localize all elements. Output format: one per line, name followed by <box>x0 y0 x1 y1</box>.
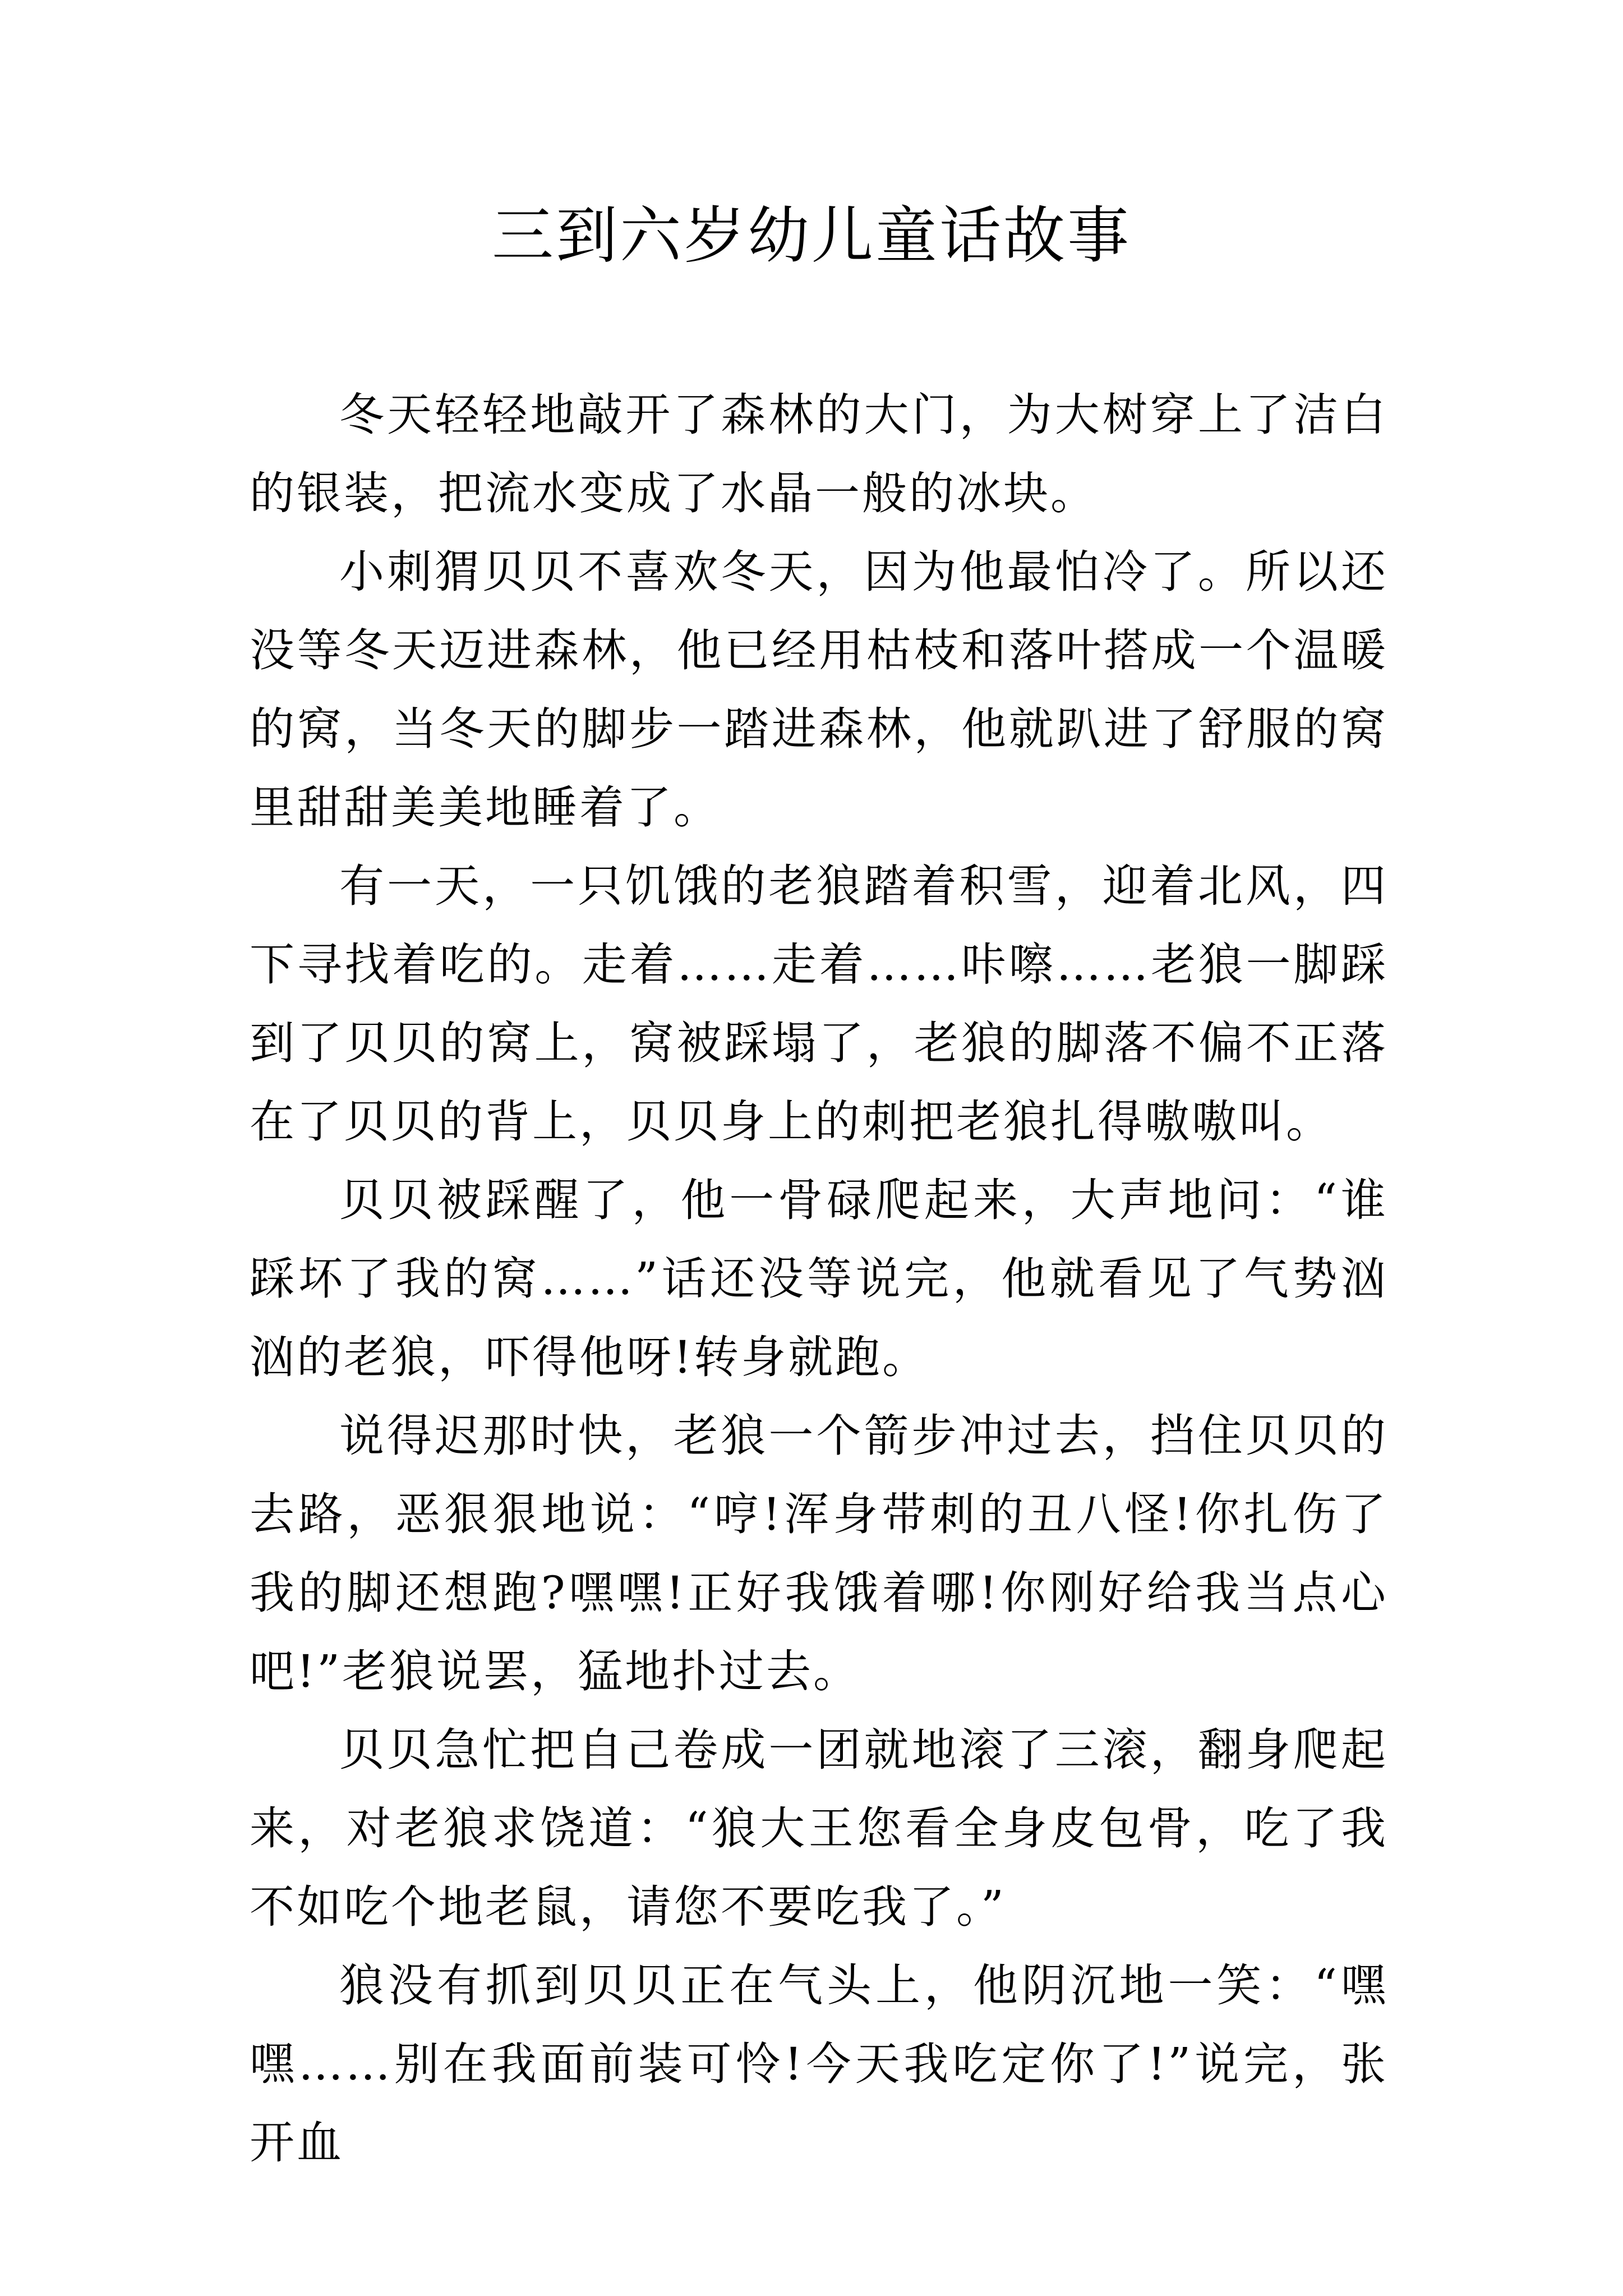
document-title: 三到六岁幼儿童话故事 <box>492 200 1131 272</box>
paragraph: 冬天轻轻地敲开了森林的大门，为大树穿上了洁白的银装，把流水变成了水晶一般的冰块。 <box>250 389 1388 519</box>
paragraph: 狼没有抓到贝贝正在气头上，他阴沉地一笑：“嘿嘿……别在我面前装可怜!今天我吃定你了!”说完，张开血 <box>250 1959 1388 2169</box>
paragraph: 有一天，一只饥饿的老狼踏着积雪，迎着北风，四下寻找着吃的。走着……走着……咔嚓……老狼一脚踩到了贝贝的窝上，窝被踩塌了，老狼的脚落不偏不正落在了贝贝的背上，贝贝身上的刺把老狼扎得嗷嗷叫。 <box>250 860 1388 1148</box>
paragraph: 贝贝被踩醒了，他一骨碌爬起来，大声地问：“谁踩坏了我的窝……”话还没等说完，他就看见了气势汹汹的老狼，吓得他呀!转身就跑。 <box>250 1174 1388 1383</box>
paragraph: 说得迟那时快，老狼一个箭步冲过去，挡住贝贝的去路，恶狠狠地说：“哼!浑身带刺的丑八怪!你扎伤了我的脚还想跑?嘿嘿!正好我饿着哪!你刚好给我当点心吧!”老狼说罢，猛地扑过去。 <box>250 1410 1388 1697</box>
paragraph: 小刺猬贝贝不喜欢冬天，因为他最怕冷了。所以还没等冬天迈进森林，他已经用枯枝和落叶搭成一个温暖的窝，当冬天的脚步一踏进森林，他就趴进了舒服的窝里甜甜美美地睡着了。 <box>250 546 1388 834</box>
document-body <box>250 376 1388 2182</box>
paragraph: 贝贝急忙把自己卷成一团就地滚了三滚，翻身爬起来，对老狼求饶道：“狼大王您看全身皮包骨，吃了我不如吃个地老鼠，请您不要吃我了。” <box>250 1724 1388 1933</box>
